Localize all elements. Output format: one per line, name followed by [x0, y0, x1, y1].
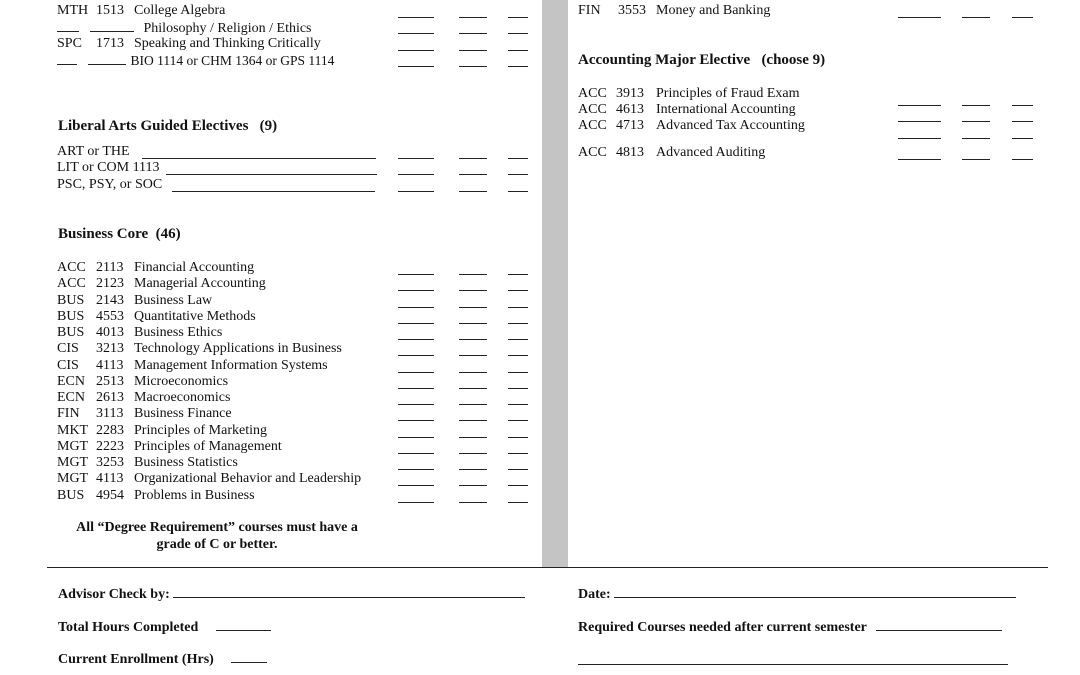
course-row — [57, 455, 238, 471]
course-prefix: MGT — [57, 438, 89, 454]
course-prefix: MKT — [57, 422, 89, 438]
course-row — [57, 374, 228, 390]
semester-blank[interactable] — [398, 339, 434, 340]
course-prefix: ECN — [57, 390, 85, 405]
grade-blank[interactable] — [459, 174, 487, 175]
required-courses-label: Required Courses needed after current semester — [578, 620, 867, 635]
semester-blank[interactable] — [398, 420, 434, 421]
hours-blank[interactable] — [1012, 159, 1033, 160]
liberal-arts-item-label: PSC, PSY, or SOC — [57, 176, 163, 192]
total-hours-row — [58, 618, 271, 634]
course-name-blank[interactable] — [142, 158, 376, 159]
course-title: Microeconomics — [134, 373, 229, 389]
course-prefix: MGT — [57, 455, 89, 470]
grade-blank[interactable] — [459, 50, 487, 51]
hours-blank[interactable] — [508, 388, 528, 389]
semester-blank[interactable] — [398, 502, 434, 503]
hours-blank[interactable] — [508, 290, 528, 291]
date-row — [578, 585, 1016, 601]
grade-blank[interactable] — [459, 420, 487, 421]
hours-blank[interactable] — [508, 453, 528, 454]
course-title: Advanced Auditing — [656, 145, 766, 160]
semester-blank[interactable] — [398, 355, 434, 356]
liberal-arts-heading — [58, 118, 277, 135]
course-number: 2123 — [96, 276, 124, 292]
hours-blank[interactable] — [508, 404, 528, 405]
grade-blank[interactable] — [459, 355, 487, 356]
grade-blank[interactable] — [459, 388, 487, 389]
course-title: Problems in Business — [134, 487, 255, 503]
course-number: 2613 — [96, 390, 124, 405]
current-enrollment-line[interactable] — [231, 650, 267, 663]
course-title: Macroeconomics — [134, 390, 231, 405]
course-number: 3253 — [96, 455, 124, 470]
extra-notes-line[interactable] — [578, 664, 1008, 665]
course-number: 3553 — [618, 3, 646, 18]
hours-blank[interactable] — [508, 485, 528, 486]
grade-blank[interactable] — [459, 191, 487, 192]
grade-blank[interactable] — [459, 323, 487, 324]
grade-blank[interactable] — [459, 485, 487, 486]
course-row — [57, 423, 267, 439]
spacer — [79, 21, 90, 36]
advisor-check-label: Advisor Check by: — [58, 587, 170, 602]
footer-rule — [47, 567, 1048, 568]
course-prefix: ACC — [578, 145, 607, 160]
semester-blank[interactable] — [398, 50, 434, 51]
semester-blank[interactable] — [398, 158, 434, 159]
grade-requirement-note — [62, 519, 372, 553]
hours-blank[interactable] — [508, 274, 528, 275]
semester-blank[interactable] — [898, 105, 941, 106]
hours-blank[interactable] — [508, 420, 528, 421]
course-title: Principles of Management — [134, 438, 282, 454]
course-row-elective — [57, 52, 334, 68]
course-number: 4613 — [616, 102, 644, 117]
business-core-title: Business Core — [58, 226, 149, 242]
course-row — [57, 471, 361, 487]
hours-blank[interactable] — [508, 502, 528, 503]
course-title: Business Statistics — [134, 455, 238, 470]
course-prefix: MGT — [57, 471, 89, 487]
course-row — [57, 439, 282, 455]
course-prefix: ACC — [578, 102, 607, 117]
semester-blank[interactable] — [398, 290, 434, 291]
semester-blank[interactable] — [398, 66, 434, 67]
course-row — [57, 341, 342, 357]
course-row — [57, 260, 254, 276]
grade-blank[interactable] — [459, 437, 487, 438]
hours-blank[interactable] — [508, 17, 528, 18]
hours-blank[interactable] — [508, 158, 528, 159]
accounting-elective-choose: (choose 9) — [761, 52, 826, 68]
grade-blank[interactable] — [459, 372, 487, 373]
semester-blank[interactable] — [398, 323, 434, 324]
course-title: Organizational Behavior and Leadership — [134, 471, 362, 487]
grade-blank[interactable] — [459, 158, 487, 159]
current-enrollment-row — [58, 650, 267, 666]
hours-blank[interactable] — [1012, 17, 1033, 18]
course-prefix: FIN — [57, 406, 80, 422]
course-prefix: BUS — [57, 487, 85, 503]
course-name-blank[interactable] — [172, 191, 375, 192]
course-prefix: BUS — [57, 308, 85, 324]
course-row — [578, 3, 770, 19]
course-number: 4813 — [616, 145, 644, 160]
grade-blank[interactable] — [962, 121, 990, 122]
course-title: Business Finance — [134, 406, 232, 422]
liberal-arts-item — [57, 144, 130, 160]
course-title: Principles of Fraud Exam — [656, 86, 800, 101]
liberal-arts-item — [57, 177, 162, 193]
course-row — [57, 309, 256, 325]
course-title: Business Law — [134, 292, 213, 308]
course-row — [57, 276, 266, 292]
course-prefix: ACC — [578, 86, 607, 101]
liberal-arts-item-label: ART or THE — [57, 144, 130, 159]
semester-blank[interactable] — [898, 138, 941, 139]
semester-blank[interactable] — [398, 174, 434, 175]
grade-blank[interactable] — [459, 404, 487, 405]
semester-blank[interactable] — [398, 388, 434, 389]
accounting-elective-heading — [578, 52, 825, 69]
required-courses-line[interactable] — [876, 618, 1002, 631]
course-prefix: CIS — [57, 357, 79, 373]
semester-blank[interactable] — [398, 485, 434, 486]
hours-blank[interactable] — [508, 191, 528, 192]
hours-blank[interactable] — [1012, 138, 1033, 139]
grade-blank[interactable] — [459, 502, 487, 503]
course-number: 2113 — [96, 260, 124, 275]
semester-blank[interactable] — [398, 453, 434, 454]
course-title: Business Ethics — [134, 325, 223, 340]
business-core-hours: (46) — [155, 226, 181, 242]
semester-blank[interactable] — [398, 33, 434, 34]
course-prefix: MTH — [57, 3, 89, 18]
course-title: Technology Applications in Business — [134, 341, 342, 357]
course-row — [57, 488, 255, 504]
course-title: Principles of Marketing — [134, 422, 267, 438]
advisor-signature-line[interactable] — [173, 585, 525, 598]
course-number: 1713 — [96, 35, 124, 51]
course-prefix: SPC — [57, 35, 82, 51]
note-line-1: All “Degree Requirement” courses must have a — [76, 520, 358, 535]
course-number: 2513 — [96, 373, 124, 389]
course-row — [57, 390, 230, 406]
hours-blank[interactable] — [508, 355, 528, 356]
spacer — [77, 54, 88, 69]
course-number: 4113 — [96, 357, 124, 373]
course-row — [57, 358, 328, 374]
number-blank[interactable] — [90, 19, 134, 32]
hours-blank[interactable] — [508, 307, 528, 308]
course-number: 4553 — [96, 308, 124, 324]
course-row — [57, 293, 212, 309]
semester-blank[interactable] — [398, 191, 434, 192]
course-row — [578, 145, 765, 161]
course-number: 2283 — [96, 422, 124, 438]
liberal-arts-hours: (9) — [259, 118, 278, 134]
course-prefix: CIS — [57, 341, 79, 357]
date-line[interactable] — [614, 585, 1016, 598]
course-prefix: ACC — [57, 276, 86, 292]
semester-blank[interactable] — [398, 404, 434, 405]
course-title: BIO 1114 or CHM 1364 or GPS 1114 — [130, 52, 335, 68]
number-blank[interactable] — [88, 52, 126, 65]
course-number: 3213 — [96, 341, 124, 357]
semester-blank[interactable] — [398, 469, 434, 470]
course-row — [578, 118, 805, 134]
course-row — [57, 36, 321, 52]
grade-blank[interactable] — [459, 17, 487, 18]
grade-blank[interactable] — [962, 138, 990, 139]
course-number: 4713 — [616, 118, 644, 133]
course-prefix: BUS — [57, 325, 85, 340]
course-row — [57, 3, 225, 19]
course-title: Managerial Accounting — [134, 276, 266, 292]
grade-blank[interactable] — [459, 290, 487, 291]
grade-blank[interactable] — [459, 307, 487, 308]
course-title: International Accounting — [656, 102, 796, 117]
course-title: College Algebra — [134, 3, 226, 18]
advisor-check-row — [58, 585, 525, 601]
course-number: 4113 — [96, 471, 124, 487]
grade-blank[interactable] — [459, 469, 487, 470]
hours-blank[interactable] — [508, 66, 528, 67]
grade-blank[interactable] — [459, 453, 487, 454]
hours-blank[interactable] — [508, 33, 528, 34]
total-hours-label: Total Hours Completed — [58, 620, 199, 635]
liberal-arts-item-label: LIT or COM 1113 — [57, 160, 160, 176]
course-prefix: ECN — [57, 373, 85, 389]
course-row — [57, 325, 222, 341]
course-number: 4954 — [96, 487, 124, 503]
semester-blank[interactable] — [898, 121, 941, 122]
semester-blank[interactable] — [898, 159, 941, 160]
course-title: Philosophy / Religion / Ethics — [143, 21, 312, 37]
course-title: Financial Accounting — [134, 260, 255, 275]
course-number: 2143 — [96, 292, 124, 308]
prefix-blank[interactable] — [57, 19, 79, 32]
business-core-heading — [58, 226, 181, 243]
course-title: Quantitative Methods — [134, 308, 256, 324]
liberal-arts-item — [57, 160, 160, 176]
course-prefix: BUS — [57, 292, 85, 308]
column-divider — [542, 0, 568, 568]
grade-blank[interactable] — [459, 274, 487, 275]
hours-blank[interactable] — [508, 372, 528, 373]
grade-blank[interactable] — [962, 105, 990, 106]
semester-blank[interactable] — [398, 274, 434, 275]
course-row — [57, 406, 232, 422]
course-number: 3913 — [616, 86, 644, 101]
course-name-blank[interactable] — [166, 174, 377, 175]
semester-blank[interactable] — [398, 372, 434, 373]
course-number: 3113 — [96, 406, 124, 422]
grade-blank[interactable] — [459, 33, 487, 34]
course-number: 4013 — [96, 325, 124, 340]
total-hours-line[interactable] — [216, 618, 271, 631]
hours-blank[interactable] — [508, 437, 528, 438]
liberal-arts-title: Liberal Arts Guided Electives — [58, 118, 249, 134]
course-title: Advanced Tax Accounting — [656, 118, 805, 133]
semester-blank[interactable] — [898, 17, 941, 18]
semester-blank[interactable] — [398, 437, 434, 438]
semester-blank[interactable] — [398, 17, 434, 18]
course-prefix: FIN — [578, 3, 601, 18]
course-title: Money and Banking — [656, 3, 771, 18]
current-enrollment-label: Current Enrollment (Hrs) — [58, 652, 214, 667]
hours-blank[interactable] — [508, 323, 528, 324]
course-number: 1513 — [96, 3, 124, 18]
course-title: Management Information Systems — [134, 357, 328, 373]
hours-blank[interactable] — [1012, 105, 1033, 106]
hours-blank[interactable] — [508, 469, 528, 470]
course-number: 2223 — [96, 438, 124, 454]
accounting-elective-title: Accounting Major Elective — [578, 52, 751, 68]
hours-blank[interactable] — [1012, 121, 1033, 122]
grade-blank[interactable] — [962, 17, 990, 18]
hours-blank[interactable] — [508, 174, 528, 175]
course-row — [578, 86, 799, 102]
date-label: Date: — [578, 587, 611, 602]
note-line-2: grade of C or better. — [156, 537, 278, 552]
prefix-blank[interactable] — [57, 52, 77, 65]
grade-blank[interactable] — [962, 159, 990, 160]
grade-blank[interactable] — [459, 66, 487, 67]
semester-blank[interactable] — [398, 307, 434, 308]
hours-blank[interactable] — [508, 339, 528, 340]
required-courses-row — [578, 618, 1002, 634]
course-row-elective — [57, 19, 312, 35]
hours-blank[interactable] — [508, 50, 528, 51]
course-title: Speaking and Thinking Critically — [134, 35, 321, 51]
course-prefix: ACC — [578, 118, 607, 133]
course-prefix: ACC — [57, 260, 86, 275]
grade-blank[interactable] — [459, 339, 487, 340]
course-row — [578, 102, 796, 118]
